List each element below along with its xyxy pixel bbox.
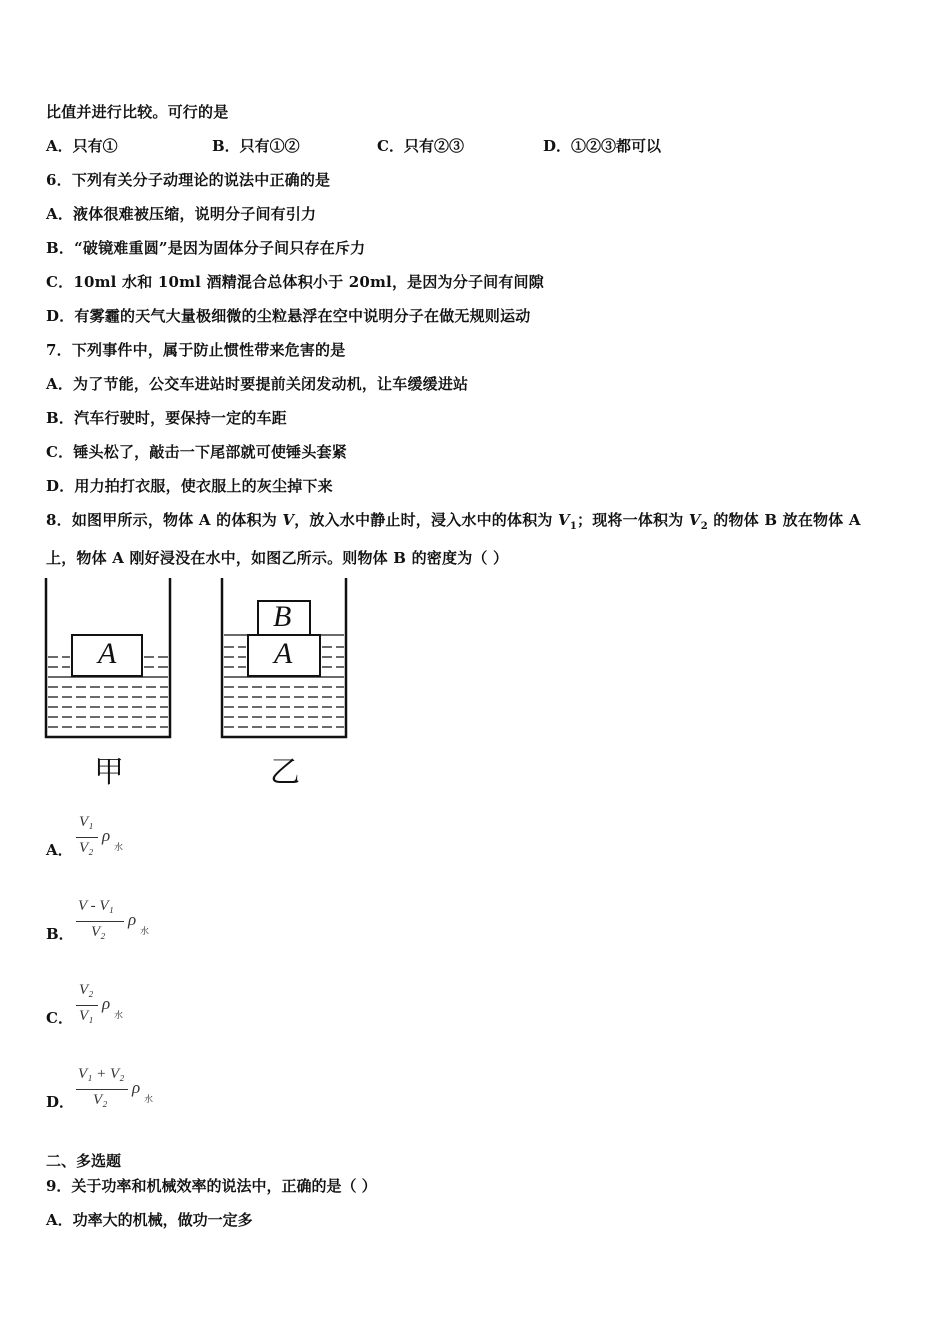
caption-yi: 乙 <box>270 755 300 790</box>
choice-a-bar <box>76 837 98 838</box>
q7-option-a: A．为了节能，公交车进站时要提前关闭发动机，让车缓缓进站 <box>46 375 469 393</box>
intro-line: 比值并进行比较。可行的是 <box>46 103 229 121</box>
q7-option-b: B．汽车行驶时，要保持一定的车距 <box>46 409 287 427</box>
choice-b-bar <box>76 921 124 922</box>
choice-b-numerator: V - V₁ <box>78 898 114 914</box>
choice-c-numerator: V₂ <box>79 982 94 998</box>
choice-a-rho: ρ <box>102 826 111 845</box>
caption-jia: 甲 <box>94 755 124 790</box>
q5-option-c: C．只有②③ <box>377 137 464 155</box>
q7-option-d: D．用力拍打衣服，使衣服上的灰尘掉下来 <box>46 477 333 495</box>
block-b-label: B <box>273 600 292 633</box>
q8-var-v: V <box>282 511 295 529</box>
q8-sub-1: 1 <box>569 521 578 532</box>
beaker-diagram <box>40 575 360 745</box>
q6-stem: 6．下列有关分子动理论的说法中正确的是 <box>46 171 331 189</box>
choice-c-bar <box>76 1005 98 1006</box>
choice-c-water: 水 <box>114 1010 124 1020</box>
choice-d-denominator: V₂ <box>93 1092 108 1108</box>
q5-option-a: A．只有① <box>46 137 118 155</box>
section-title: 二、多选题 <box>46 1152 122 1170</box>
q8-text-3: ；现将一体积为 <box>577 511 689 529</box>
choice-c-denominator: V₁ <box>79 1008 94 1024</box>
q8-stem-line2: 上，物体 A 刚好浸没在水中，如图乙所示。则物体 B 的密度为（ ） <box>46 549 509 567</box>
q8-var-v2: V <box>688 511 701 529</box>
choice-b-denominator: V₂ <box>91 924 106 940</box>
choice-d-bar <box>76 1089 128 1090</box>
choice-a-numerator: V₁ <box>79 814 94 830</box>
q6-option-c: C．10ml 水和 10ml 酒精混合总体积小于 20ml，是因为分子间有间隙 <box>46 273 544 291</box>
choice-a-label: A． <box>46 841 73 859</box>
q8-stem-line1 <box>46 509 861 532</box>
choice-b-label: B． <box>46 925 74 943</box>
choice-a-formula <box>76 814 166 864</box>
choice-a-water: 水 <box>114 842 124 852</box>
choice-d-rho: ρ <box>132 1078 141 1097</box>
choice-d-label: D． <box>46 1093 75 1111</box>
block-a-jia-label: A <box>98 637 117 670</box>
choice-b-water: 水 <box>140 926 150 936</box>
q8-sub-2: 2 <box>700 521 708 532</box>
q9-option-a: A．功率大的机械，做功一定多 <box>46 1211 253 1229</box>
q8-var-v1: V <box>558 511 570 529</box>
choice-c-formula <box>76 982 166 1032</box>
q7-stem: 7．下列事件中，属于防止惯性带来危害的是 <box>46 341 346 359</box>
choice-d-numerator: V₁ + V₂ <box>78 1066 125 1082</box>
q9-stem: 9．关于功率和机械效率的说法中，正确的是（ ） <box>46 1177 377 1195</box>
choice-d-water: 水 <box>144 1094 154 1104</box>
q8-text-4: 的物体 B 放在物体 A <box>707 511 861 529</box>
q8-text-1: 8．如图甲所示，物体 A 的体积为 <box>46 511 283 529</box>
choice-c-rho: ρ <box>102 994 111 1013</box>
block-a-yi-label: A <box>274 637 293 670</box>
q5-option-d: D．①②③都可以 <box>543 137 662 155</box>
q6-option-d: D．有雾霾的天气大量极细微的尘粒悬浮在空中说明分子在做无规则运动 <box>46 307 531 325</box>
choice-b-rho: ρ <box>128 910 137 929</box>
choice-d-formula <box>76 1066 186 1116</box>
choice-c-label: C． <box>46 1009 73 1027</box>
q6-option-b: B．“破镜难重圆”是因为固体分子间只存在斥力 <box>46 239 366 257</box>
q7-option-c: C．锤头松了，敲击一下尾部就可使锤头套紧 <box>46 443 347 461</box>
choice-a-denominator: V₂ <box>79 840 94 856</box>
q8-figure <box>40 575 360 790</box>
q6-option-a: A．液体很难被压缩，说明分子间有引力 <box>46 205 317 223</box>
q8-text-2: ，放入水中静止时，浸入水中的体积为 <box>294 511 559 529</box>
choice-b-formula <box>76 898 186 948</box>
q5-option-b: B．只有①② <box>212 137 300 155</box>
